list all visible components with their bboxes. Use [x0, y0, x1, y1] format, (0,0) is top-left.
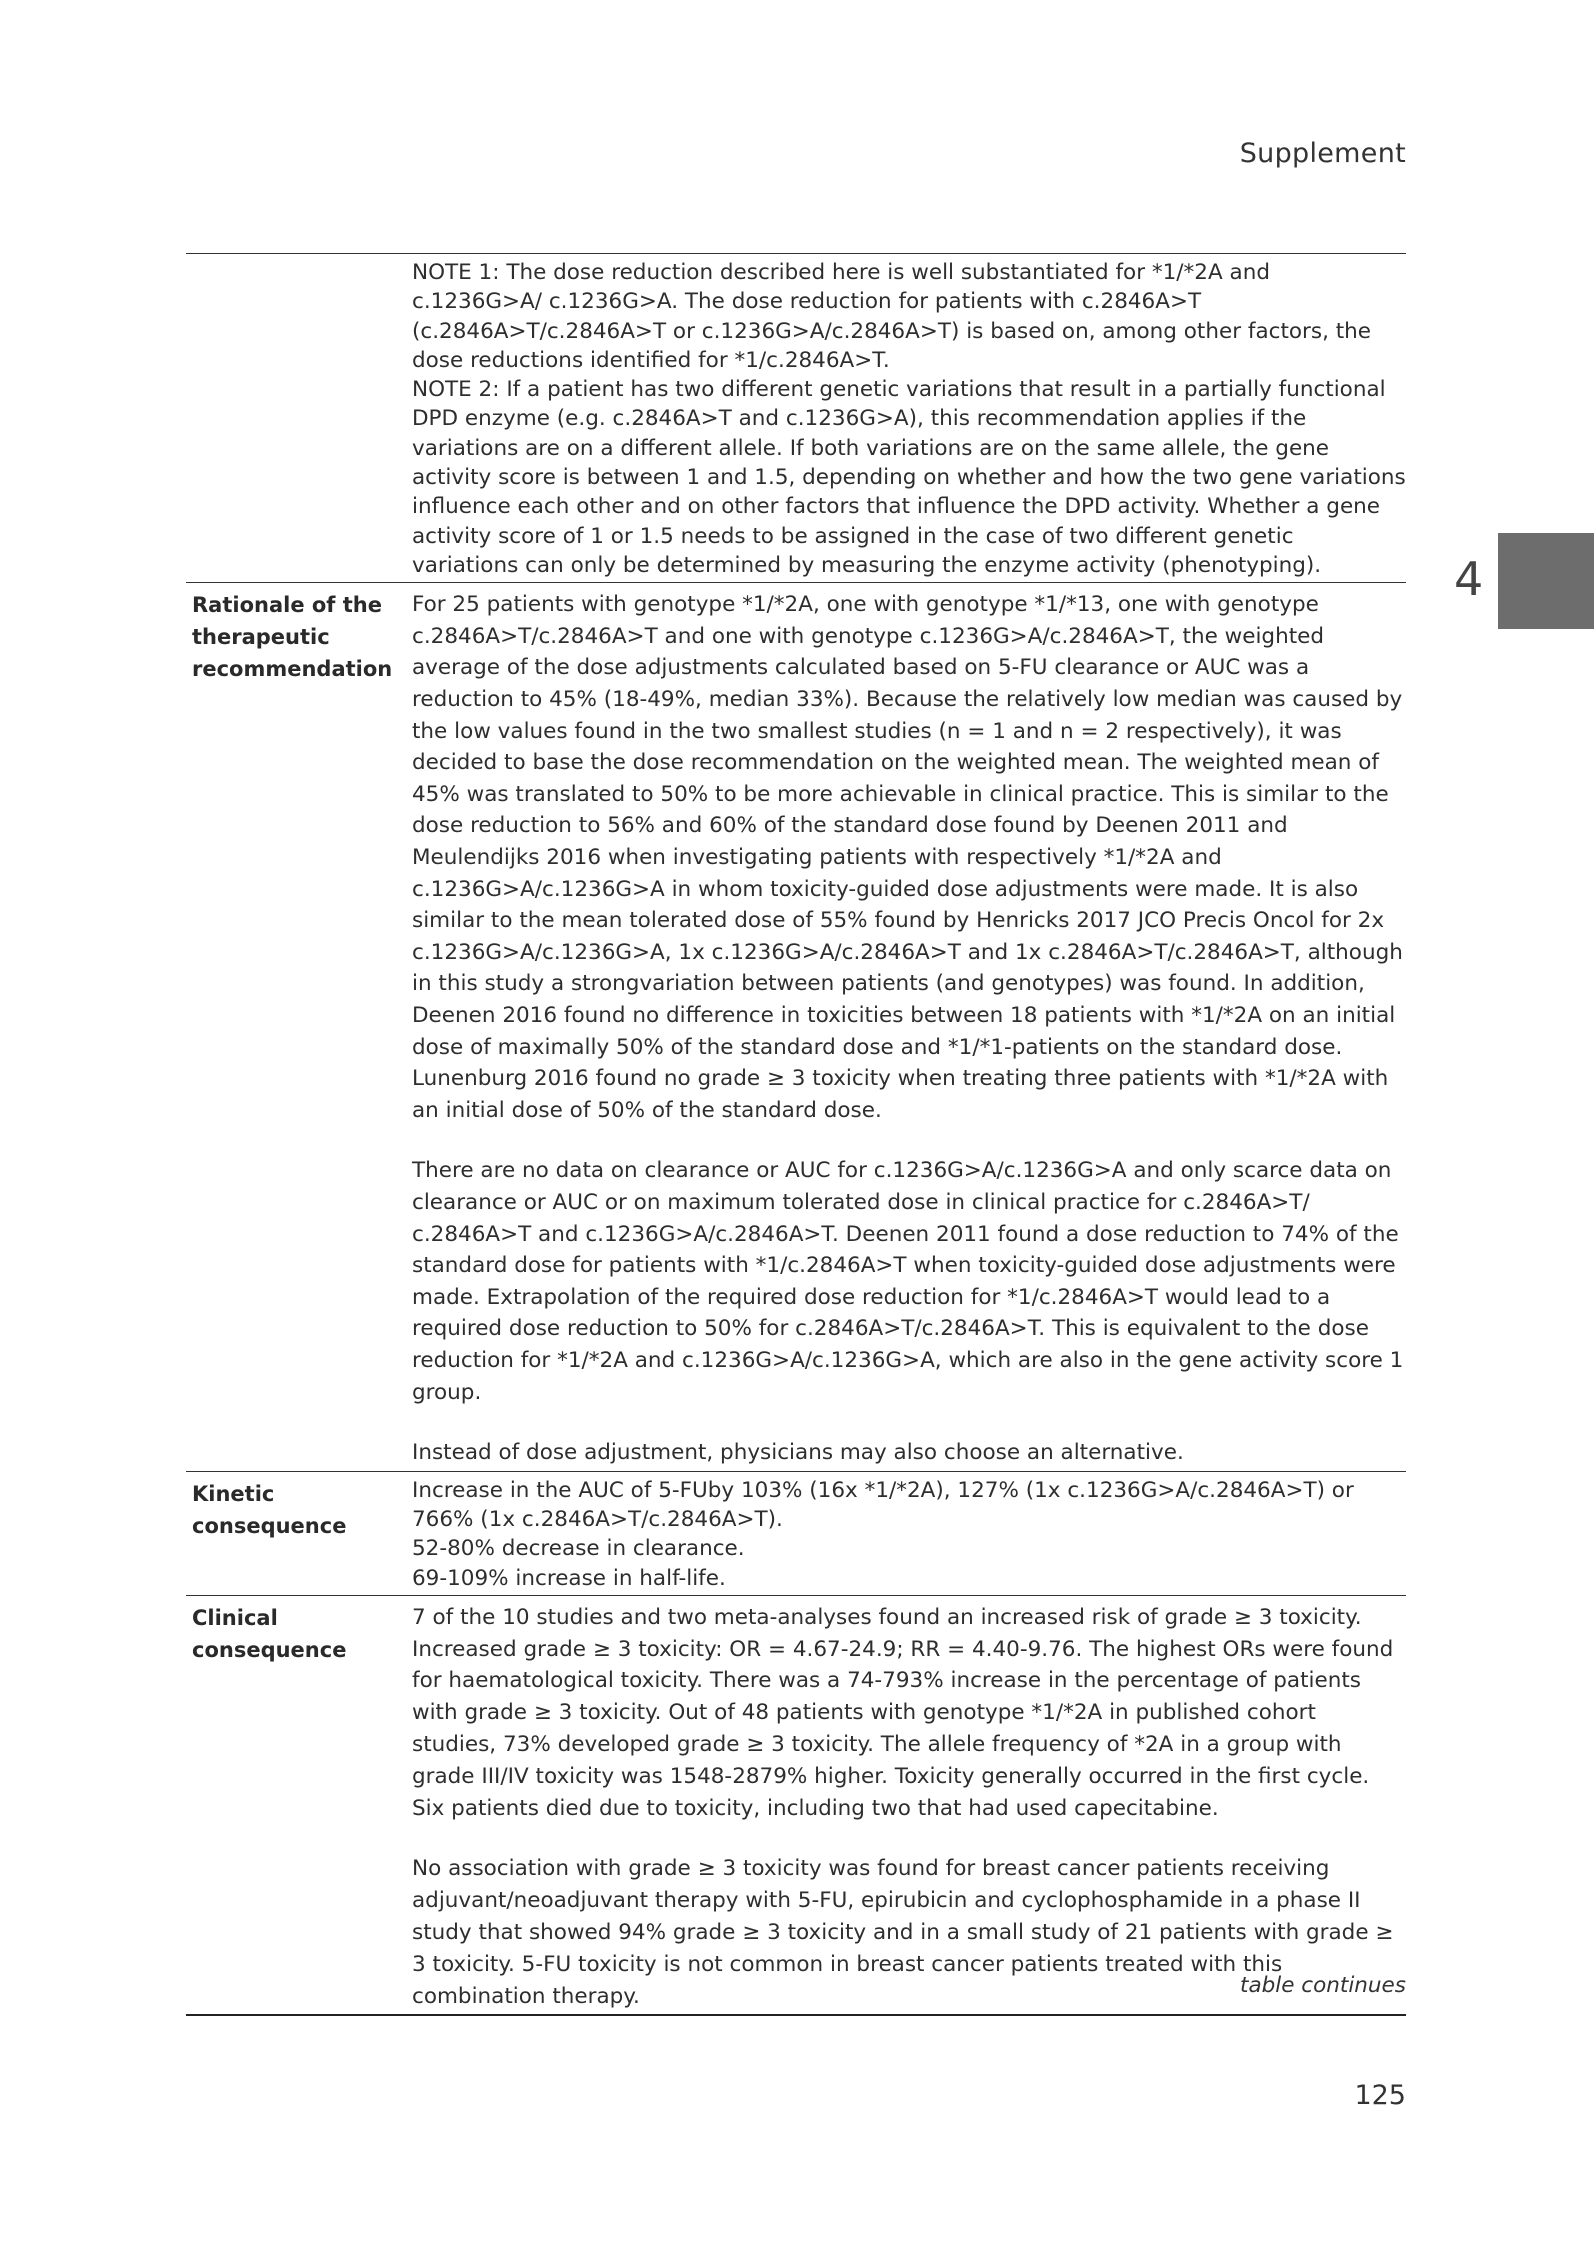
note-2: NOTE 2: If a patient has two different genetic variations that result in a partially functional DPD enzyme (e.g. c.2846A>T and c.1236G>A), this recommendation applies if the variations are on a different allele. If both variations are on the same allele, the gene activity score is between 1 and 1.5, depending on whether and how the two gene variations influence each other and on other factors that influence the DPD activity. Whether a gene activity score of 1 or 1.5 needs to be assigned in the case of two different genetic variations can only be determined by measuring the enzyme activity (phenotyping).: [412, 377, 1406, 578]
paragraph: There are no data on clearance or AUC for c.1236G>A/c.1236G>A and only scarce data on clearance or AUC or on maximum tolerated dose in clinical practice for c.2846A>T/ c.2846A>T and c.1236G>A/c.2846A>T. Deenen 2011 found a dose reduction to 74% of the standard dose for patients with *1/c.2846A>T when toxicity-guided dose adjustments were made. Extrapolation of the required dose reduction for *1/c.2846A>T would lead to a required dose reduction to 50% for c.2846A>T/c.2846A>T. This is equivalent to the dose reduction for *1/*2A and c.1236G>A/c.1236G>A, which are also in the gene activity score 1 group.: [412, 1158, 1404, 1405]
paragraph: For 25 patients with genotype *1/*2A, one with genotype *1/*13, one with genotype c.2846A>T/c.2846A>T and one with genotype c.1236G>A/c.2846A>T, the weighted average of the dose adjustments calculated based on 5-FU clearance or AUC was a reduction to 45% (18-49%, median 33%). Because the relatively low median was caused by the low values found in the two smallest studies (n = 1 and n = 2 respectively), it was decided to base the dose recommendation on the weighted mean. The weighted mean of 45% was translated to 50% to be more achievable in clinical practice. This is similar to the dose reduction to 56% and 60% of the standard dose found by Deenen 2011 and Meulendijks 2016 when investigating patients with respectively *1/*2A and c.1236G>A/c.1236G>A in whom toxicity-guided dose adjustments were made. It is also similar to the mean tolerated dose of 55% found by Henricks 2017 JCO Precis Oncol for 2x c.1236G>A/c.1236G>A, 1x c.1236G>A/c.2846A>T and 1x c.2846A>T/c.2846A>T, although in this study a strongvariation between patients (and genotypes) was found. In addition, Deenen 2016 found no difference in toxicities between 18 patients with *1/*2A on an initial dose of maximally 50% of the standard dose and *1/*1-patients on the standard dose. Lunenburg 2016 found no grade ≥ 3 toxicity when treating three patients with *1/*2A with an initial dose of 50% of the standard dose.: [412, 592, 1403, 1123]
row-label: Rationale of the therapeutic recommendation: [192, 593, 393, 682]
paragraph: 69-109% increase in half-life.: [412, 1565, 726, 1591]
chapter-number: 4: [1454, 552, 1484, 606]
row-content: [412, 254, 1406, 582]
table-row-notes: [186, 254, 1406, 583]
table-row-kinetic: [186, 1472, 1406, 1596]
note-1: NOTE 1: The dose reduction described here is well substantiated for *1/*2A and c.1236G>A/ c.1236G>A. The dose reduction for patients with c.2846A>T (c.2846A>T/c.2846A>T or c.1236G>A/c.2846A>T) is based on, among other factors, the dose reductions identified for *1/c.2846A>T.: [412, 260, 1372, 373]
table-row-rationale: [186, 583, 1406, 1471]
recommendation-table: [186, 253, 1406, 2016]
table-continues-note: table continues: [1240, 1973, 1406, 1998]
row-content: [412, 583, 1406, 1470]
chapter-tab: [1498, 533, 1594, 629]
row-content: [412, 1472, 1406, 1595]
row-label: Kinetic consequence: [192, 1481, 347, 1538]
page-number: 125: [1354, 2080, 1406, 2111]
row-label: Clinical consequence: [192, 1605, 347, 1662]
paragraph: Instead of dose adjustment, physicians may also choose an alternative.: [412, 1440, 1184, 1466]
row-label: [186, 254, 412, 582]
paragraph: 52-80% decrease in clearance.: [412, 1536, 745, 1562]
paragraph: Increase in the AUC of 5-FUby 103% (16x *1/*2A), 127% (1x c.1236G>A/c.2846A>T) or 766% (1x c.2846A>T/c.2846A>T).: [412, 1477, 1354, 1532]
paragraph: 7 of the 10 studies and two meta-analyses found an increased risk of grade ≥ 3 toxicity. Increased grade ≥ 3 toxicity: OR = 4.67-24.9; RR = 4.40-9.76. The highest ORs were found for haematological toxicity. There was a 74-793% increase in the percentage of patients with grade ≥ 3 toxicity. Out of 48 patients with genotype *1/*2A in published cohort studies, 73% developed grade ≥ 3 toxicity. The allele frequency of *2A in a group with grade III/IV toxicity was 1548-2879% higher. Toxicity generally occurred in the first cycle. Six patients died due to toxicity, including two that had used capecitabine.: [412, 1604, 1394, 1821]
row-content: [412, 1596, 1406, 2015]
paragraph: No association with grade ≥ 3 toxicity was found for breast cancer patients receiving adjuvant/neoadjuvant therapy with 5-FU, epirubicin and cyclophosphamide in a phase II study that showed 94% grade ≥ 3 toxicity and in a small study of 21 patients with grade ≥ 3 toxicity. 5-FU toxicity is not common in breast cancer patients treated with this combination therapy.: [412, 1856, 1394, 2009]
table-row-clinical: [186, 1596, 1406, 2017]
running-head: Supplement: [1239, 138, 1406, 169]
